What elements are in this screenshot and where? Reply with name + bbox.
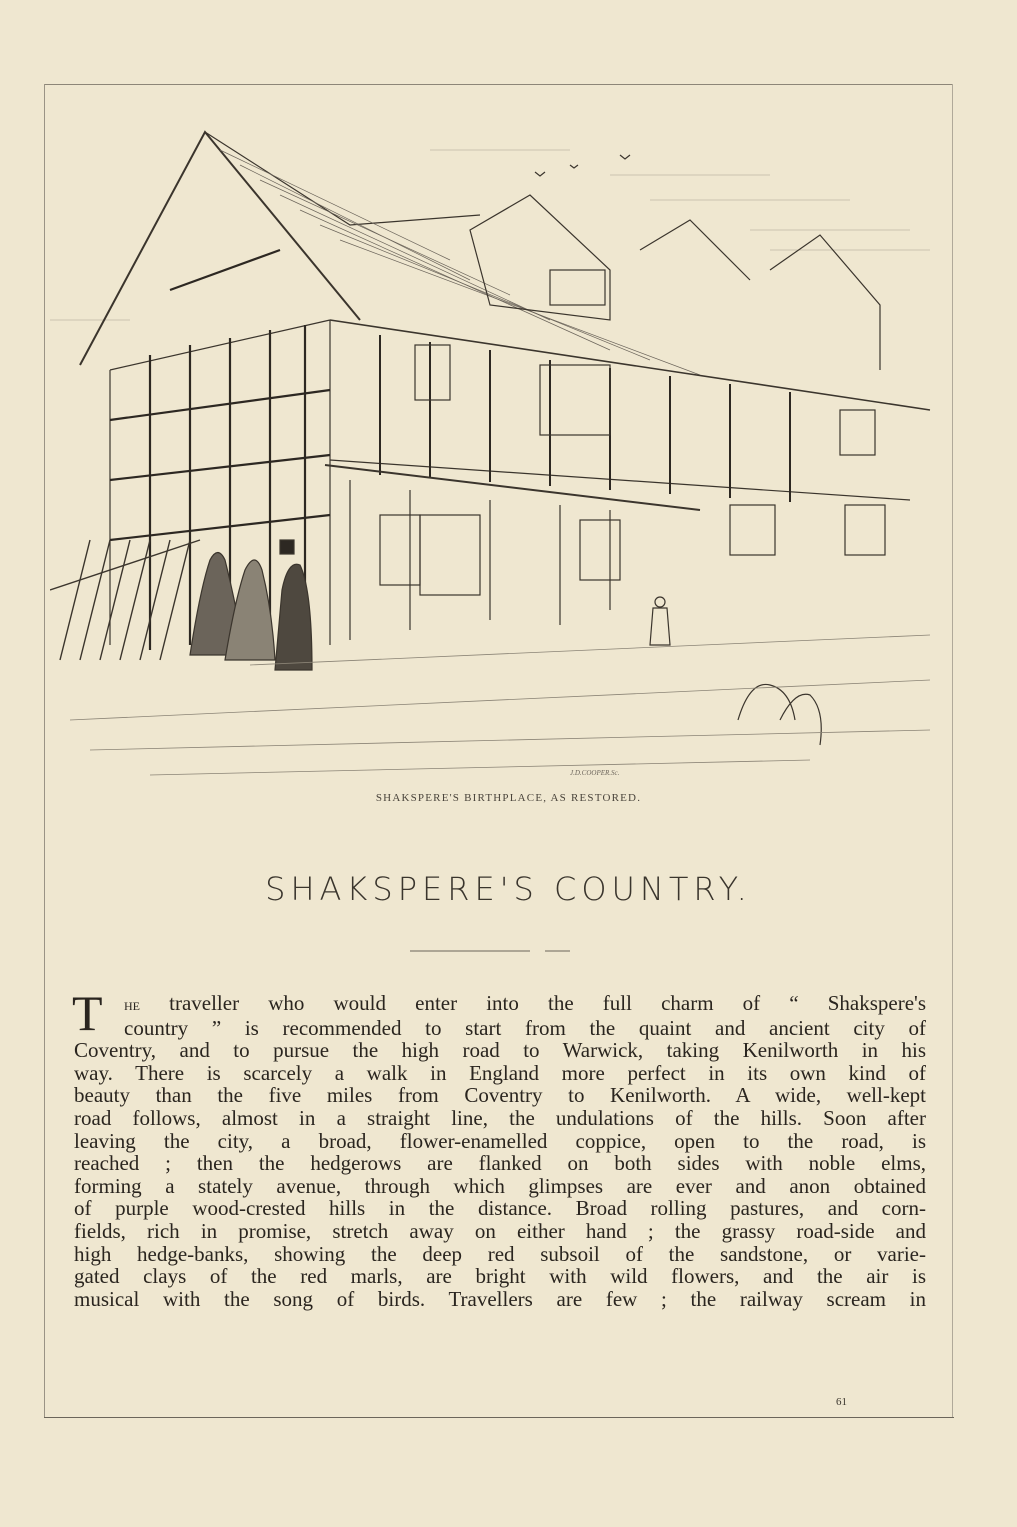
text-line: high hedge-banks, showing the deep red subsoil of the sandstone, or varie-	[74, 1241, 926, 1266]
text-line: road follows, almost in a straight line, the undulations of the hills. Soon after	[74, 1105, 926, 1130]
text-line: fields, rich in promise, stretch away on either hand ; the grassy road-side and	[74, 1218, 926, 1243]
engraver-signature: J.D.COOPER.Sc.	[570, 769, 620, 777]
text-line: leaving the city, a broad, flower-enamelled coppice, open to the road, is	[74, 1128, 926, 1153]
frame-bottom-rule	[44, 1417, 954, 1418]
text-line: musical with the song of birds. Travellers are few ; the railway scream in	[74, 1286, 926, 1311]
frame-left-rule	[44, 84, 45, 1418]
text-line: forming a stately avenue, through which glimpses are ever and anon obtained	[74, 1173, 926, 1198]
text-line	[74, 992, 926, 1017]
text-line: beauty than the five miles from Coventry to Kenilworth. A wide, well-kept	[74, 1083, 926, 1108]
title-ornament-rule	[410, 946, 610, 956]
body-paragraph	[72, 985, 926, 1311]
drop-cap: T	[72, 985, 103, 1041]
text-line: reached ; then the hedgerows are flanked on both sides with noble elms,	[74, 1151, 926, 1176]
text-line: Coventry, and to pursue the high road to Warwick, taking Kenilworth in his	[74, 1038, 926, 1063]
text-line-content: traveller who would enter into the full charm of “ Shakspere's	[169, 991, 926, 1015]
birthplace-engraving	[50, 120, 950, 790]
page-number: 61	[836, 1396, 847, 1408]
text-line: of purple wood-crested hills in the distance. Broad rolling pastures, and corn-	[74, 1196, 926, 1221]
frame-top-rule	[44, 84, 952, 85]
text-line: way. There is scarcely a walk in England more perfect in its own kind of	[74, 1060, 926, 1085]
chapter-title: SHAKSPERE'S COUNTRY.	[265, 870, 752, 908]
text-line: gated clays of the red marls, are bright with wild flowers, and the air is	[74, 1264, 926, 1289]
first-word-smallcaps: he	[124, 995, 140, 1014]
text-line: country ” is recommended to start from the quaint and ancient city of	[124, 1015, 926, 1040]
frame-right-rule	[952, 84, 953, 1418]
illustration-caption: SHAKSPERE'S BIRTHPLACE, AS RESTORED.	[375, 792, 642, 804]
